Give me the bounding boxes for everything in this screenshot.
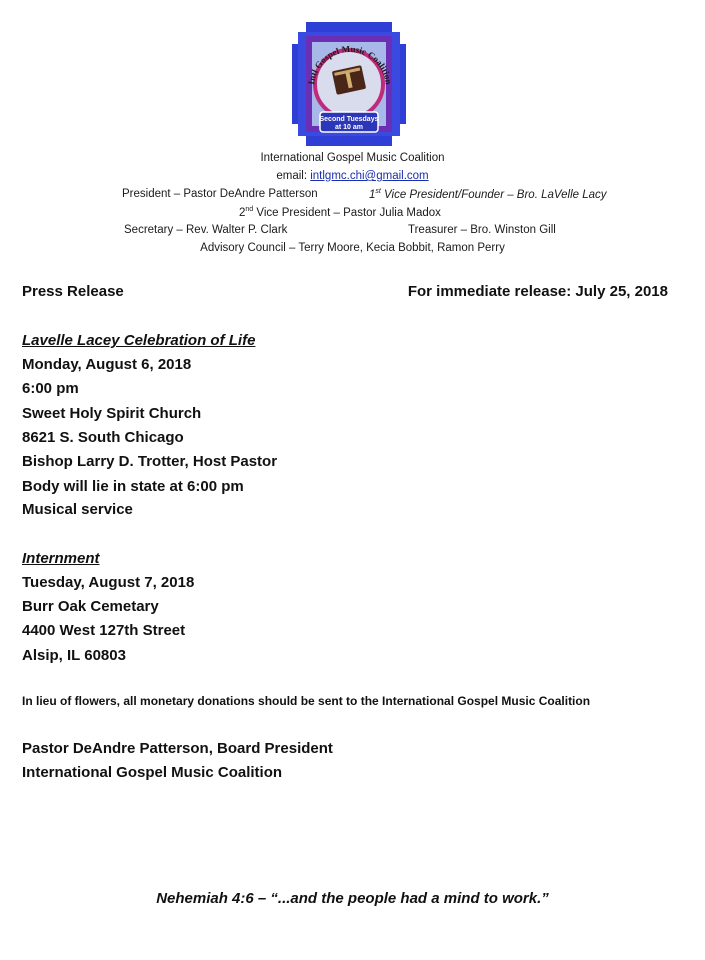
vp2-sup: nd — [245, 206, 254, 213]
org-name: International Gospel Music Coalition — [260, 152, 445, 164]
email-link[interactable]: intlgmc.chi@gmail.com — [310, 170, 429, 182]
treasurer-line: Treasurer – Bro. Winston Gill — [408, 224, 556, 236]
celebration-line: Monday, August 6, 2018 — [22, 356, 192, 373]
email-line — [0, 170, 705, 182]
vp1-ordinal: 1 — [369, 188, 376, 201]
coalition-logo — [292, 22, 406, 146]
release-date: For immediate release: July 25, 2018 — [407, 283, 668, 300]
vp1-line — [369, 188, 607, 201]
celebration-line: 6:00 pm — [22, 380, 79, 397]
internment-line: Alsip, IL 60803 — [22, 647, 126, 664]
vp2-line — [239, 206, 441, 219]
scripture-verse: Nehemiah 4:6 – “...and the people had a mind to work.” — [156, 890, 549, 907]
flowers-note: In lieu of flowers, all monetary donations should be sent to the International Gospel Music Coalition — [22, 694, 591, 708]
vp2-rest: Vice President – Pastor Julia Madox — [253, 206, 441, 219]
internment-heading: Internment — [22, 550, 100, 567]
press-release-label: Press Release — [22, 283, 124, 300]
vp1-rest: Vice President/Founder – Bro. LaVelle Lacy — [380, 188, 607, 201]
logo-badge-line2: at 10 am — [334, 124, 364, 131]
celebration-line: Musical service — [22, 501, 133, 518]
signature-line1: Pastor DeAndre Patterson, Board President — [22, 740, 333, 757]
signature-line2: International Gospel Music Coalition — [22, 764, 283, 781]
celebration-line: Body will lie in state at 6:00 pm — [22, 478, 244, 495]
logo-badge-line1: Second Tuesdays — [319, 116, 379, 123]
celebration-line: Bishop Larry D. Trotter, Host Pastor — [22, 453, 278, 470]
president-line: President – Pastor DeAndre Patterson — [122, 188, 318, 200]
logo-graphic — [292, 22, 406, 146]
internment-line: 4400 West 127th Street — [22, 622, 186, 639]
secretary-line: Secretary – Rev. Walter P. Clark — [124, 224, 288, 236]
internment-line: Tuesday, August 7, 2018 — [22, 574, 195, 591]
vp2-ordinal: 2 — [239, 206, 246, 219]
celebration-line: 8621 S. South Chicago — [22, 429, 184, 446]
logo-arc-text: Intl Gospel Music Coalition — [306, 43, 394, 86]
celebration-heading: Lavelle Lacey Celebration of Life — [22, 332, 256, 349]
celebration-line: Sweet Holy Spirit Church — [22, 405, 202, 422]
internment-line: Burr Oak Cemetary — [22, 598, 159, 615]
vp1-sup: st — [375, 188, 381, 195]
advisory-line: Advisory Council – Terry Moore, Kecia Bobbit, Ramon Perry — [200, 242, 505, 254]
email-label: email: — [276, 170, 308, 182]
